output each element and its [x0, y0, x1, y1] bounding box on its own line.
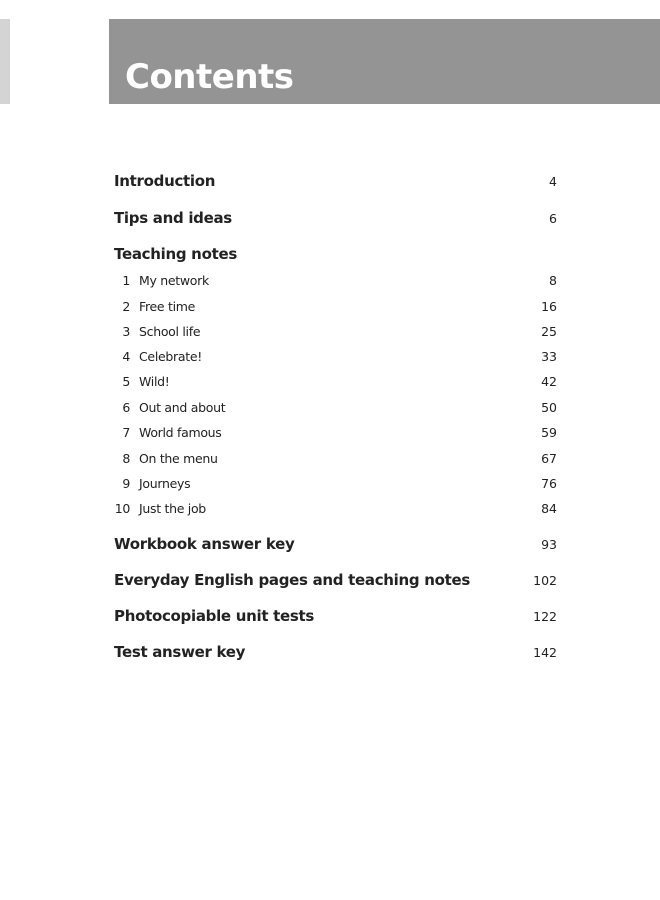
side-tab-strip: [0, 19, 10, 104]
toc-page-number: 33: [541, 349, 557, 364]
toc-page-number: 8: [549, 273, 557, 288]
unit-title: My network: [139, 273, 209, 288]
toc-unit-7[interactable]: [114, 425, 557, 440]
toc-entry-workbook-answer-key[interactable]: [114, 535, 557, 553]
toc-entry-everyday-english[interactable]: [114, 571, 557, 589]
unit-number: 3: [122, 324, 130, 339]
unit-number: 8: [122, 451, 130, 466]
toc-unit-5[interactable]: [114, 374, 557, 389]
unit-title: On the menu: [139, 451, 218, 466]
toc-entry-label: Introduction: [114, 172, 216, 190]
toc-page-number: 59: [541, 425, 557, 440]
unit-number: 6: [122, 400, 130, 415]
page-title: Contents: [125, 57, 294, 97]
toc-entry-test-answer-key[interactable]: [114, 643, 557, 661]
toc-unit-4[interactable]: [114, 349, 557, 364]
toc-unit-6[interactable]: [114, 400, 557, 415]
toc-entry-label: Everyday English pages and teaching notes: [114, 571, 470, 589]
unit-number: 2: [122, 299, 130, 314]
unit-title: School life: [139, 324, 201, 339]
toc-section-teaching-notes[interactable]: [114, 245, 557, 263]
toc-page-number: 4: [549, 174, 557, 189]
toc-page-number: 76: [541, 476, 557, 491]
toc-entry-label: Workbook answer key: [114, 535, 295, 553]
unit-title: Wild!: [139, 374, 170, 389]
contents-header-bar: [109, 19, 660, 104]
toc-entry-label: Photocopiable unit tests: [114, 607, 314, 625]
toc-page-number: 50: [541, 400, 557, 415]
toc-entry-tips-and-ideas[interactable]: [114, 209, 557, 227]
toc-entry-introduction[interactable]: [114, 172, 557, 190]
toc-page-number: 67: [541, 451, 557, 466]
toc-unit-10[interactable]: [114, 501, 557, 516]
toc-page-number: 102: [533, 573, 557, 588]
unit-number: 4: [122, 349, 130, 364]
toc-page-number: 42: [541, 374, 557, 389]
unit-title: Journeys: [139, 476, 191, 491]
toc-section-label: Teaching notes: [114, 245, 237, 263]
unit-number: 10: [114, 501, 130, 516]
unit-title: Free time: [139, 299, 196, 314]
toc-entry-photocopiable-unit-tests[interactable]: [114, 607, 557, 625]
toc-unit-8[interactable]: [114, 451, 557, 466]
toc-unit-2[interactable]: [114, 299, 557, 314]
toc-entry-label: Tips and ideas: [114, 209, 232, 227]
unit-number: 9: [122, 476, 130, 491]
toc-page-number: 6: [549, 211, 557, 226]
toc-page-number: 25: [541, 324, 557, 339]
unit-title: Just the job: [139, 501, 206, 516]
unit-number: 1: [122, 273, 130, 288]
toc-page-number: 142: [533, 645, 557, 660]
toc-unit-9[interactable]: [114, 476, 557, 491]
toc-page-number: 93: [541, 537, 557, 552]
toc-page-number: 122: [533, 609, 557, 624]
toc-entry-label: Test answer key: [114, 643, 246, 661]
toc-page-number: 16: [541, 299, 557, 314]
unit-number: 7: [122, 425, 130, 440]
unit-title: World famous: [139, 425, 222, 440]
unit-title: Out and about: [139, 400, 226, 415]
unit-title: Celebrate!: [139, 349, 202, 364]
toc-unit-1[interactable]: [114, 273, 557, 288]
toc-page-number: 84: [541, 501, 557, 516]
unit-number: 5: [122, 374, 130, 389]
toc-unit-3[interactable]: [114, 324, 557, 339]
